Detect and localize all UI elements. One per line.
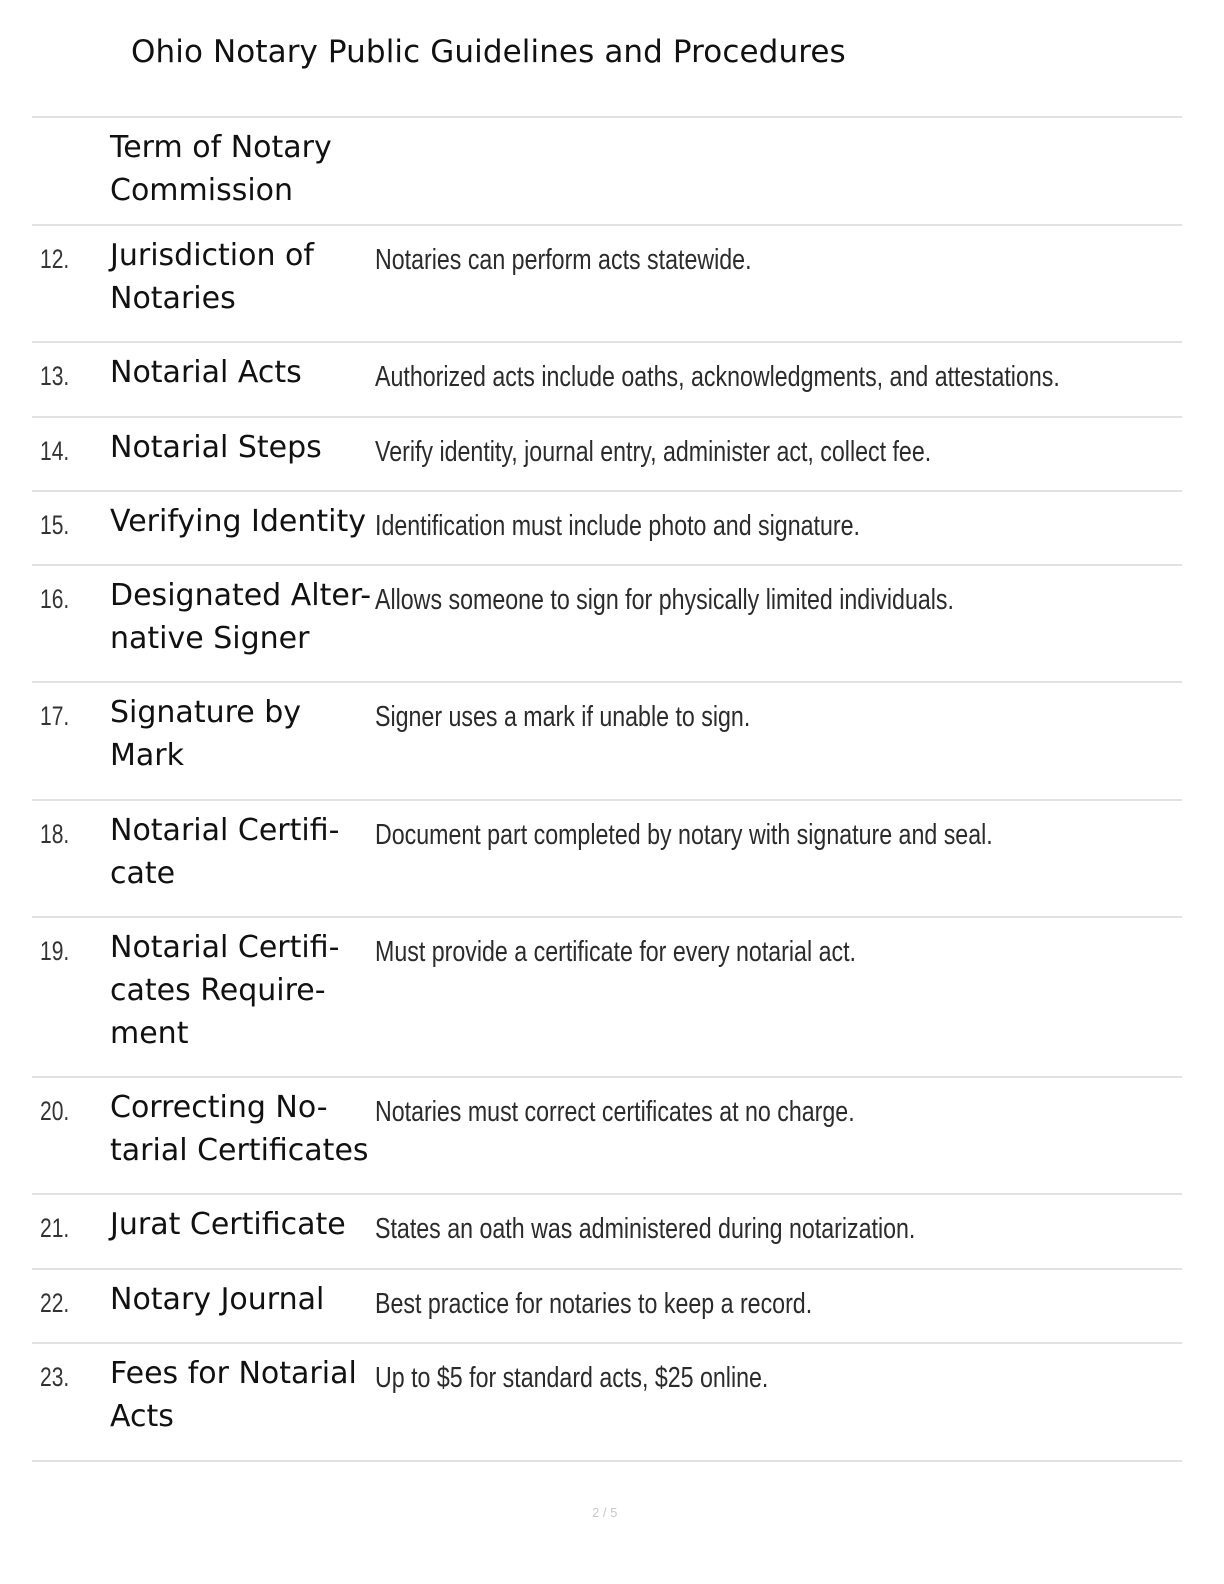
table-row <box>32 801 1182 918</box>
row-term: Term of Notary Commission <box>110 130 332 208</box>
row-term: Fees for Notarial Acts <box>110 1356 357 1434</box>
table-row <box>32 1270 1182 1344</box>
table-row <box>32 1195 1182 1270</box>
row-number: 19. <box>40 936 70 966</box>
row-number: 20. <box>40 1096 70 1126</box>
page-indicator: 2 / 5 <box>592 1505 618 1520</box>
table-row <box>32 343 1182 418</box>
table-row <box>32 1078 1182 1195</box>
row-number: 15. <box>40 510 70 540</box>
row-term: Jurisdiction of Notaries <box>110 238 314 316</box>
row-description: Document part completed by notary with signature and seal. <box>375 819 993 851</box>
row-number: 22. <box>40 1288 70 1318</box>
row-number: 18. <box>40 819 70 849</box>
row-term: Notarial Steps <box>110 430 322 465</box>
row-number: 16. <box>40 584 70 614</box>
row-description: Best practice for notaries to keep a record. <box>375 1288 813 1320</box>
row-description: Signer uses a mark if unable to sign. <box>375 701 751 733</box>
row-term: Verifying Identity <box>110 504 367 539</box>
table-row <box>32 226 1182 343</box>
row-description: Allows someone to sign for physically limited individuals. <box>375 584 954 616</box>
row-description: Notaries must correct certificates at no charge. <box>375 1096 855 1128</box>
row-term: Notarial Certifi-cates Require-ment <box>110 930 340 1051</box>
row-term: Notarial Acts <box>110 355 302 390</box>
table-row <box>32 118 1182 226</box>
row-description: States an oath was administered during notarization. <box>375 1213 916 1245</box>
row-term: Jurat Certificate <box>110 1207 346 1242</box>
table-row <box>32 1344 1182 1462</box>
row-number: 17. <box>40 701 70 731</box>
row-term: Signature by Mark <box>110 695 302 773</box>
table-row <box>32 418 1182 492</box>
table-row <box>32 566 1182 683</box>
row-number: 12. <box>40 244 70 274</box>
definitions-table <box>32 116 1182 1462</box>
table-row <box>32 492 1182 566</box>
row-description: Identification must include photo and signature. <box>375 510 860 542</box>
table-row <box>32 683 1182 801</box>
row-number: 13. <box>40 361 70 391</box>
row-description: Up to $5 for standard acts, $25 online. <box>375 1362 769 1394</box>
row-term: Correcting No-tarial Certificates <box>110 1090 369 1168</box>
row-number: 23. <box>40 1362 70 1392</box>
row-description: Notaries can perform acts statewide. <box>375 244 752 276</box>
row-term: Designated Alter-native Signer <box>110 578 372 656</box>
row-term: Notarial Certifi-cate <box>110 813 340 891</box>
page-title: Ohio Notary Public Guidelines and Procedures <box>131 34 846 70</box>
row-number: 21. <box>40 1213 70 1243</box>
row-description: Must provide a certificate for every notarial act. <box>375 936 856 968</box>
row-description: Verify identity, journal entry, administer act, collect fee. <box>375 436 932 468</box>
row-term: Notary Journal <box>110 1282 325 1317</box>
table-row <box>32 918 1182 1078</box>
row-description: Authorized acts include oaths, acknowledgments, and attestations. <box>375 361 1060 393</box>
row-number: 14. <box>40 436 70 466</box>
